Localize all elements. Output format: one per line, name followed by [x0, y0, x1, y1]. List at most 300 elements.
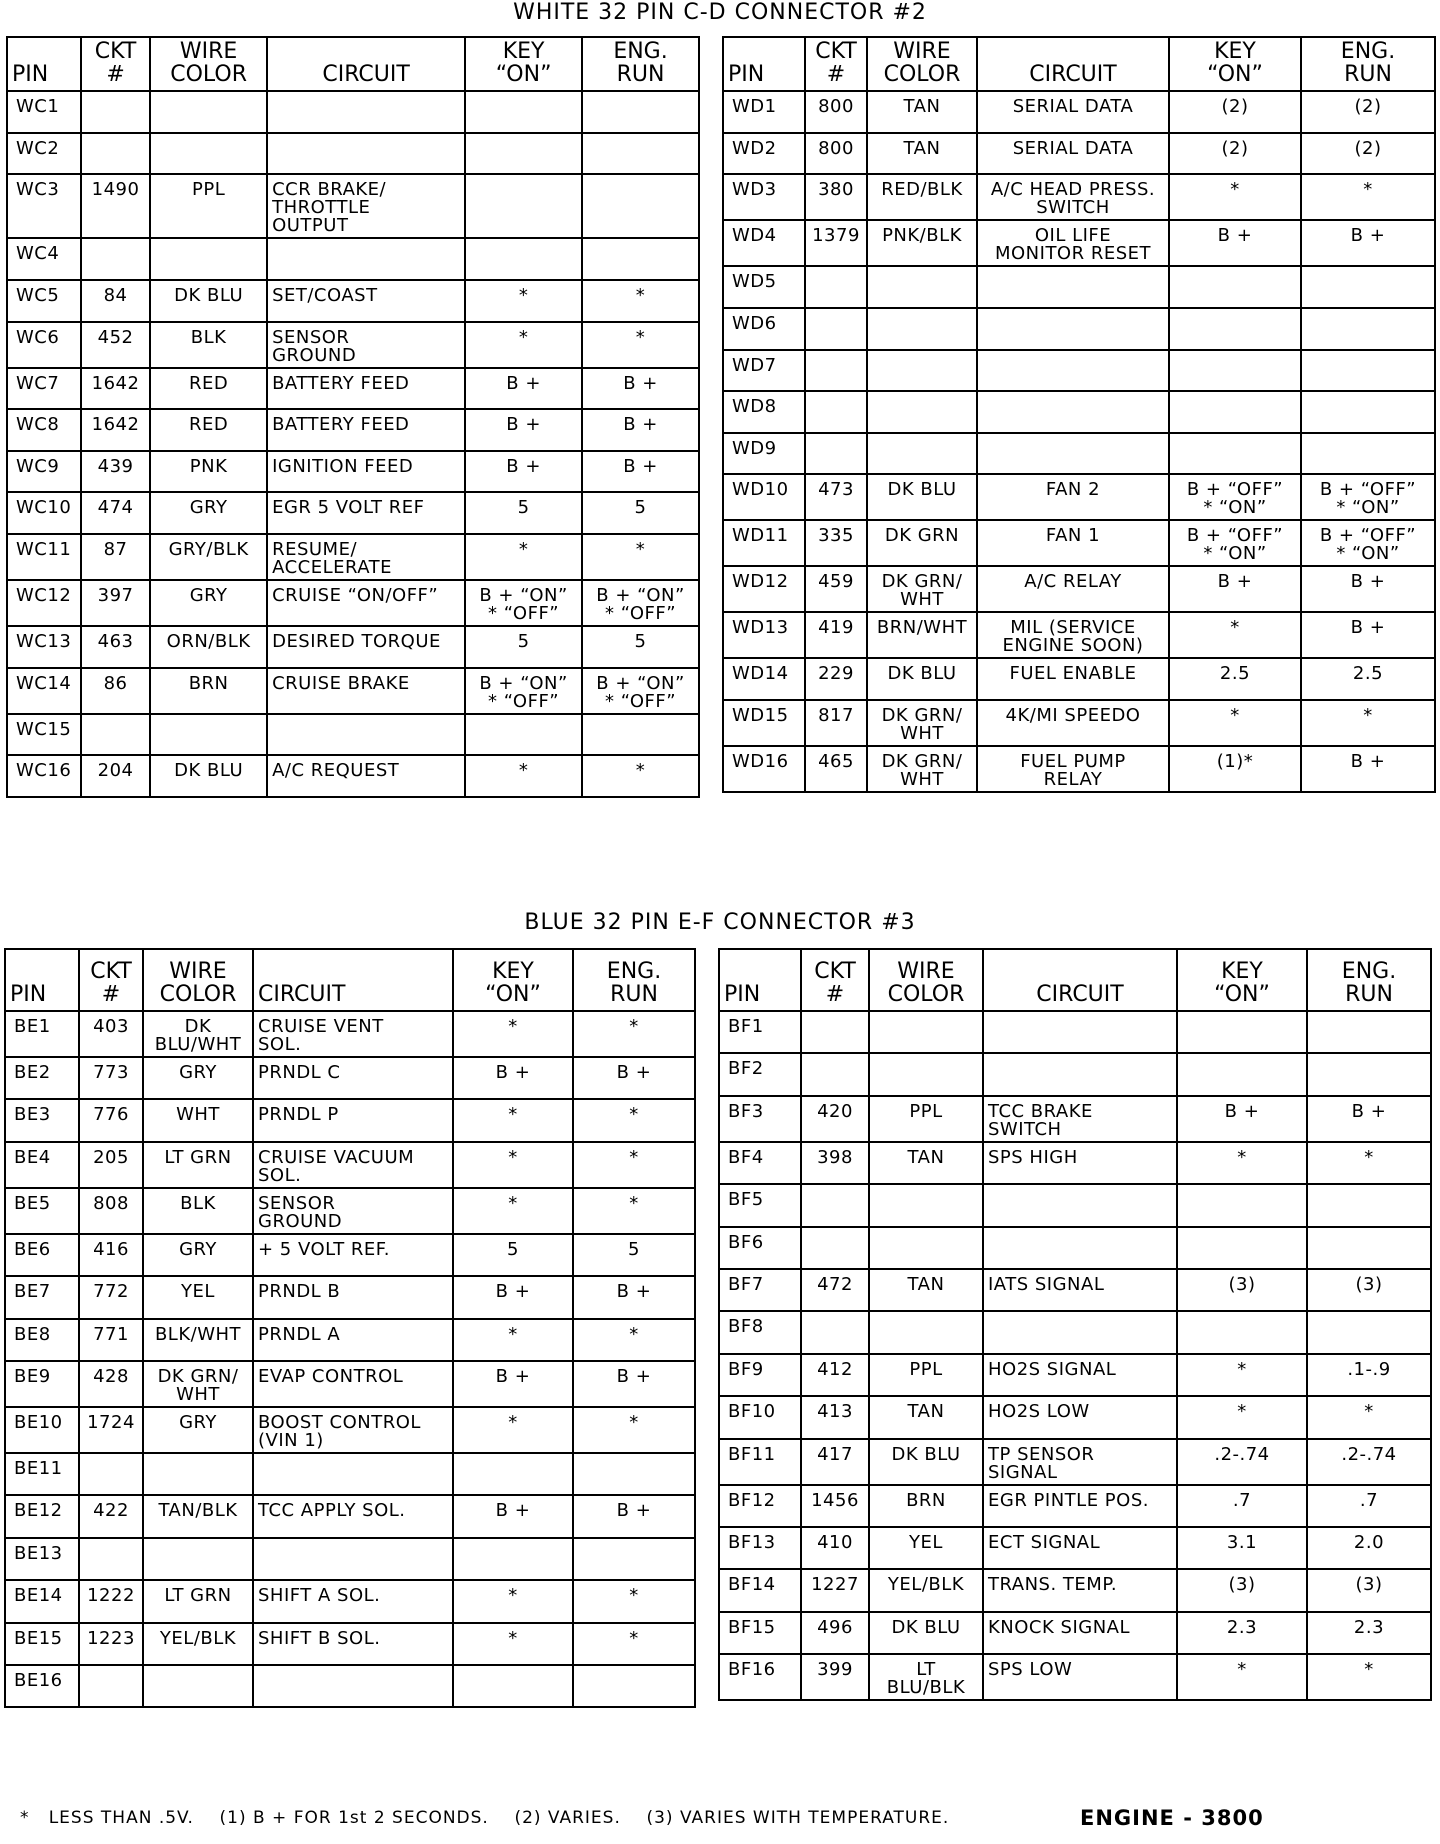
ckt-cell: 808 [79, 1188, 143, 1234]
table-row [719, 1269, 1431, 1311]
eng-run-cell: * [573, 1623, 695, 1665]
table-row [7, 133, 699, 175]
ckt-cell: 776 [79, 1099, 143, 1141]
circuit-cell: SHIFT B SOL. [253, 1623, 453, 1665]
circuit-cell: DESIRED TORQUE [267, 626, 465, 668]
circuit-cell: TP SENSOR SIGNAL [983, 1439, 1177, 1485]
eng-run-cell [1307, 1011, 1431, 1053]
pin-cell: BE9 [5, 1361, 79, 1407]
table-row [7, 322, 699, 368]
pin-cell: BF14 [719, 1569, 801, 1611]
key-on-cell: B + “OFF” * “ON” [1169, 520, 1301, 566]
circuit-cell [267, 714, 465, 756]
pin-cell: BF7 [719, 1269, 801, 1311]
table-row [723, 520, 1435, 566]
key-on-cell: * [465, 755, 582, 797]
key-on-cell: * [465, 280, 582, 322]
table-row [7, 580, 699, 626]
wire-color-cell: TAN/BLK [143, 1495, 253, 1537]
circuit-cell: ECT SIGNAL [983, 1527, 1177, 1569]
header-row [7, 37, 699, 91]
ckt-cell [801, 1011, 869, 1053]
eng-run-cell [582, 91, 699, 133]
pin-cell: BF12 [719, 1485, 801, 1527]
table-row [7, 755, 699, 797]
circuit-cell: FUEL PUMP RELAY [977, 746, 1169, 792]
wire-color-cell [867, 308, 977, 350]
ckt-cell: 1642 [81, 409, 150, 451]
pin-cell: WC3 [7, 174, 81, 238]
circuit-cell [983, 1184, 1177, 1226]
key-on-cell [1177, 1184, 1307, 1226]
connector-3-title: BLUE 32 PIN E-F CONNECTOR #3 [524, 910, 916, 935]
table-row [719, 1569, 1431, 1611]
table-row [719, 1527, 1431, 1569]
ckt-cell: 473 [805, 474, 867, 520]
circuit-cell: EGR 5 VOLT REF [267, 492, 465, 534]
eng-run-cell: B + [582, 409, 699, 451]
eng-run-cell [582, 238, 699, 280]
eng-run-cell [1301, 308, 1435, 350]
pin-cell: BE14 [5, 1580, 79, 1622]
key-on-cell [465, 238, 582, 280]
wire-color-cell: YEL [143, 1276, 253, 1318]
ckt-header: CKT # [79, 949, 143, 1011]
key-on-cell [1177, 1227, 1307, 1269]
pin-cell: BE3 [5, 1099, 79, 1141]
wc-table [6, 36, 700, 798]
eng-run-cell [1301, 266, 1435, 308]
pin-cell: WD14 [723, 658, 805, 700]
circuit-cell: CCR BRAKE/ THROTTLE OUTPUT [267, 174, 465, 238]
key-on-cell: .2-.74 [1177, 1439, 1307, 1485]
eng-run-cell: (3) [1307, 1269, 1431, 1311]
circuit-cell: EVAP CONTROL [253, 1361, 453, 1407]
ckt-cell: 403 [79, 1011, 143, 1057]
ckt-cell: 773 [79, 1057, 143, 1099]
wire-color-cell: DK GRN [867, 520, 977, 566]
circuit-cell: IATS SIGNAL [983, 1269, 1177, 1311]
pin-cell: WC14 [7, 668, 81, 714]
pin-cell: BF8 [719, 1311, 801, 1353]
header-row [5, 949, 695, 1011]
table-row [7, 714, 699, 756]
pin-cell: BE10 [5, 1407, 79, 1453]
key-on-cell [453, 1538, 573, 1580]
circuit-cell: 4K/MI SPEEDO [977, 700, 1169, 746]
wire-color-cell: DK BLU [869, 1439, 983, 1485]
key-on-cell [1169, 350, 1301, 392]
key-on-cell: * [1169, 612, 1301, 658]
eng-run-cell [1307, 1053, 1431, 1095]
circuit-cell [977, 308, 1169, 350]
wire-color-cell: PPL [869, 1354, 983, 1396]
table-row [723, 133, 1435, 175]
key-on-header: KEY “ON” [465, 37, 582, 91]
circuit-cell [267, 91, 465, 133]
wire-color-cell: RED [150, 409, 267, 451]
circuit-cell [253, 1538, 453, 1580]
eng-run-cell [573, 1538, 695, 1580]
eng-run-cell: B + [573, 1057, 695, 1099]
wire-color-cell: PPL [150, 174, 267, 238]
eng-run-cell: B + [1301, 220, 1435, 266]
table-row [723, 308, 1435, 350]
key-on-cell: 3.1 [1177, 1527, 1307, 1569]
circuit-cell: CRUISE VENT SOL. [253, 1011, 453, 1057]
eng-run-cell: * [582, 322, 699, 368]
circuit-cell: CRUISE BRAKE [267, 668, 465, 714]
eng-run-cell [1301, 350, 1435, 392]
eng-run-cell: * [1301, 700, 1435, 746]
eng-run-cell: B + [1307, 1096, 1431, 1142]
key-on-cell: B + [1169, 220, 1301, 266]
pin-cell: WD2 [723, 133, 805, 175]
ckt-cell: 413 [801, 1396, 869, 1438]
ckt-cell: 1223 [79, 1623, 143, 1665]
circuit-cell: SENSOR GROUND [253, 1188, 453, 1234]
eng-run-cell: B + [582, 368, 699, 410]
pin-cell: WC16 [7, 755, 81, 797]
eng-run-cell: B + [582, 451, 699, 493]
wire-color-cell [869, 1311, 983, 1353]
ckt-cell: 465 [805, 746, 867, 792]
wire-color-cell: GRY [143, 1234, 253, 1276]
ckt-header: CKT # [805, 37, 867, 91]
key-on-cell: 5 [465, 492, 582, 534]
pin-cell: BE2 [5, 1057, 79, 1099]
eng-run-cell: 5 [582, 626, 699, 668]
table-row [723, 91, 1435, 133]
ckt-cell: 399 [801, 1654, 869, 1700]
eng-run-cell: (2) [1301, 91, 1435, 133]
key-on-cell: (2) [1169, 133, 1301, 175]
key-on-cell: B + [465, 409, 582, 451]
key-on-cell: * [453, 1407, 573, 1453]
ckt-cell: 463 [81, 626, 150, 668]
ckt-cell [805, 391, 867, 433]
circuit-cell [983, 1011, 1177, 1053]
eng-run-cell: * [582, 755, 699, 797]
table-row [5, 1188, 695, 1234]
wire-color-cell [869, 1011, 983, 1053]
eng-run-cell: B + [1301, 746, 1435, 792]
ckt-cell: 1490 [81, 174, 150, 238]
wire-color-cell: DK BLU [869, 1612, 983, 1654]
ckt-cell [805, 433, 867, 475]
circuit-cell: SPS HIGH [983, 1142, 1177, 1184]
table-row [5, 1453, 695, 1495]
eng-run-cell: 5 [582, 492, 699, 534]
ckt-cell: 459 [805, 566, 867, 612]
wire-color-cell: YEL [869, 1527, 983, 1569]
wire-color-cell: LT GRN [143, 1142, 253, 1188]
eng-run-header: ENG. RUN [1307, 949, 1431, 1011]
wire-color-cell: YEL/BLK [869, 1569, 983, 1611]
table-row [723, 612, 1435, 658]
pin-cell: BE6 [5, 1234, 79, 1276]
circuit-cell [983, 1053, 1177, 1095]
key-on-cell: .7 [1177, 1485, 1307, 1527]
ckt-cell: 86 [81, 668, 150, 714]
table-row [719, 1612, 1431, 1654]
circuit-cell: A/C RELAY [977, 566, 1169, 612]
table-row [719, 1227, 1431, 1269]
table-row [5, 1142, 695, 1188]
key-on-cell: * [465, 534, 582, 580]
circuit-cell [983, 1227, 1177, 1269]
key-on-cell: * [1177, 1654, 1307, 1700]
ckt-cell [801, 1311, 869, 1353]
key-on-cell: * [1169, 174, 1301, 220]
wire-color-cell: YEL/BLK [143, 1623, 253, 1665]
eng-run-cell: B + “OFF” * “ON” [1301, 520, 1435, 566]
eng-run-cell [1301, 391, 1435, 433]
eng-run-cell: * [573, 1319, 695, 1361]
pin-cell: WD15 [723, 700, 805, 746]
table-row [5, 1319, 695, 1361]
footnote-legend: * LESS THAN .5V. (1) B + FOR 1st 2 SECONDS. (2) VARIES. (3) VARIES WITH TEMPERATURE. [20, 1808, 950, 1828]
eng-run-cell: * [573, 1188, 695, 1234]
table-row [5, 1580, 695, 1622]
key-on-cell: (3) [1177, 1269, 1307, 1311]
pin-header: PIN [723, 37, 805, 91]
key-on-cell: * [1177, 1354, 1307, 1396]
wire-color-cell: DK BLU [867, 474, 977, 520]
pin-cell: BF15 [719, 1612, 801, 1654]
ckt-cell: 398 [801, 1142, 869, 1184]
eng-run-cell: * [573, 1099, 695, 1141]
pin-cell: BF10 [719, 1396, 801, 1438]
key-on-cell [465, 133, 582, 175]
key-on-cell [1177, 1011, 1307, 1053]
ckt-cell: 380 [805, 174, 867, 220]
pin-cell: BF5 [719, 1184, 801, 1226]
pin-header: PIN [5, 949, 79, 1011]
wire-color-cell: RED/BLK [867, 174, 977, 220]
circuit-header: CIRCUIT [267, 37, 465, 91]
eng-run-cell: .2-.74 [1307, 1439, 1431, 1485]
ckt-cell [805, 350, 867, 392]
wire-color-cell [867, 266, 977, 308]
eng-run-cell [1307, 1184, 1431, 1226]
pin-cell: BF4 [719, 1142, 801, 1184]
eng-run-cell: B + [1301, 612, 1435, 658]
eng-run-cell: 2.3 [1307, 1612, 1431, 1654]
circuit-cell: A/C HEAD PRESS. SWITCH [977, 174, 1169, 220]
ckt-cell [79, 1538, 143, 1580]
pin-cell: WD3 [723, 174, 805, 220]
key-on-cell: B + [453, 1057, 573, 1099]
table-row [7, 409, 699, 451]
eng-run-cell: B + [573, 1361, 695, 1407]
ckt-cell [81, 91, 150, 133]
circuit-cell: SHIFT A SOL. [253, 1580, 453, 1622]
wire-color-cell: DK BLU [150, 280, 267, 322]
ckt-cell: 420 [801, 1096, 869, 1142]
circuit-cell: BATTERY FEED [267, 409, 465, 451]
key-on-cell: B + [1169, 566, 1301, 612]
ckt-cell: 1222 [79, 1580, 143, 1622]
table-row [719, 1311, 1431, 1353]
ckt-cell: 419 [805, 612, 867, 658]
table-row [7, 626, 699, 668]
table-row [7, 91, 699, 133]
key-on-cell [465, 714, 582, 756]
wire-color-cell: DK GRN/ WHT [143, 1361, 253, 1407]
ckt-cell: 229 [805, 658, 867, 700]
wire-color-cell [867, 391, 977, 433]
key-on-cell: B + [465, 368, 582, 410]
pin-cell: WC1 [7, 91, 81, 133]
eng-run-cell [1307, 1227, 1431, 1269]
table-row [5, 1407, 695, 1453]
pin-cell: WC4 [7, 238, 81, 280]
pin-cell: BE4 [5, 1142, 79, 1188]
eng-run-header: ENG. RUN [1301, 37, 1435, 91]
pin-cell: WC9 [7, 451, 81, 493]
circuit-cell: PRNDL P [253, 1099, 453, 1141]
key-on-cell: * [453, 1011, 573, 1057]
circuit-cell: HO2S SIGNAL [983, 1354, 1177, 1396]
eng-run-cell: 2.5 [1301, 658, 1435, 700]
wire-color-cell: TAN [869, 1142, 983, 1184]
circuit-cell: EGR PINTLE POS. [983, 1485, 1177, 1527]
pin-cell: WC2 [7, 133, 81, 175]
table-row [7, 492, 699, 534]
wire-color-cell [143, 1538, 253, 1580]
eng-run-cell: * [582, 534, 699, 580]
eng-run-cell: B + “ON” * “OFF” [582, 668, 699, 714]
key-on-cell: (3) [1177, 1569, 1307, 1611]
key-on-cell: (1)* [1169, 746, 1301, 792]
key-on-cell [1169, 433, 1301, 475]
wire-color-cell: LT BLU/BLK [869, 1654, 983, 1700]
ckt-header: CKT # [81, 37, 150, 91]
ckt-cell: 800 [805, 133, 867, 175]
ckt-cell: 1456 [801, 1485, 869, 1527]
ckt-cell [801, 1184, 869, 1226]
wire-color-cell: TAN [867, 133, 977, 175]
table-row [719, 1354, 1431, 1396]
eng-run-cell: .7 [1307, 1485, 1431, 1527]
pin-cell: BE11 [5, 1453, 79, 1495]
key-on-cell: B + [453, 1361, 573, 1407]
ckt-cell: 416 [79, 1234, 143, 1276]
circuit-cell [977, 391, 1169, 433]
table-row [7, 451, 699, 493]
key-on-cell: * [1169, 700, 1301, 746]
pin-cell: WC12 [7, 580, 81, 626]
connector-2-title: WHITE 32 PIN C-D CONNECTOR #2 [513, 0, 927, 25]
wire-color-header: WIRE COLOR [150, 37, 267, 91]
eng-run-cell: B + [573, 1495, 695, 1537]
circuit-header: CIRCUIT [977, 37, 1169, 91]
wire-color-header: WIRE COLOR [143, 949, 253, 1011]
wire-color-cell: BLK/WHT [143, 1319, 253, 1361]
wire-color-cell: PPL [869, 1096, 983, 1142]
eng-run-cell: * [1307, 1396, 1431, 1438]
key-on-cell: B + [465, 451, 582, 493]
table-row [723, 174, 1435, 220]
key-on-cell [453, 1665, 573, 1707]
circuit-cell: SET/COAST [267, 280, 465, 322]
circuit-cell: OIL LIFE MONITOR RESET [977, 220, 1169, 266]
footer-notes [20, 1808, 1420, 1828]
pin-cell: BF6 [719, 1227, 801, 1269]
wire-color-cell: BRN/WHT [867, 612, 977, 658]
eng-run-cell [582, 133, 699, 175]
key-on-header: KEY “ON” [1169, 37, 1301, 91]
eng-run-cell [1301, 433, 1435, 475]
pin-cell: WC6 [7, 322, 81, 368]
eng-run-cell: * [582, 280, 699, 322]
key-on-cell: 5 [453, 1234, 573, 1276]
bf-table [718, 948, 1432, 1701]
key-on-cell: B + “ON” * “OFF” [465, 580, 582, 626]
key-on-cell: 2.3 [1177, 1612, 1307, 1654]
circuit-cell: HO2S LOW [983, 1396, 1177, 1438]
table-row [723, 474, 1435, 520]
header-row [723, 37, 1435, 91]
pin-cell: WD7 [723, 350, 805, 392]
key-on-cell [1169, 391, 1301, 433]
circuit-cell: TCC APPLY SOL. [253, 1495, 453, 1537]
ckt-cell: 772 [79, 1276, 143, 1318]
table-row [719, 1485, 1431, 1527]
eng-run-cell [582, 714, 699, 756]
wire-color-cell [869, 1053, 983, 1095]
ckt-cell [801, 1053, 869, 1095]
ckt-cell: 84 [81, 280, 150, 322]
table-row [5, 1361, 695, 1407]
pin-cell: WD13 [723, 612, 805, 658]
eng-run-cell: 5 [573, 1234, 695, 1276]
ckt-cell: 410 [801, 1527, 869, 1569]
wire-color-cell [143, 1453, 253, 1495]
ckt-cell: 1227 [801, 1569, 869, 1611]
ckt-cell: 397 [81, 580, 150, 626]
eng-run-header: ENG. RUN [573, 949, 695, 1011]
table-row [723, 433, 1435, 475]
table-row [7, 238, 699, 280]
pin-cell: BF9 [719, 1354, 801, 1396]
circuit-cell: PRNDL C [253, 1057, 453, 1099]
wire-color-cell [867, 433, 977, 475]
eng-run-cell: * [573, 1407, 695, 1453]
table-row [723, 391, 1435, 433]
circuit-cell: BOOST CONTROL (VIN 1) [253, 1407, 453, 1453]
table-row [5, 1276, 695, 1318]
pin-cell: BE13 [5, 1538, 79, 1580]
table-row [719, 1439, 1431, 1485]
key-on-cell: * [453, 1580, 573, 1622]
pin-cell: WC13 [7, 626, 81, 668]
ckt-cell: 335 [805, 520, 867, 566]
table-row [719, 1096, 1431, 1142]
pin-cell: WD8 [723, 391, 805, 433]
wire-color-cell: LT GRN [143, 1580, 253, 1622]
pin-cell: BE12 [5, 1495, 79, 1537]
table-row [5, 1057, 695, 1099]
table-row [719, 1053, 1431, 1095]
circuit-cell [977, 350, 1169, 392]
pin-cell: BE1 [5, 1011, 79, 1057]
wire-color-cell [867, 350, 977, 392]
wire-color-header: WIRE COLOR [867, 37, 977, 91]
pin-cell: WC7 [7, 368, 81, 410]
wire-color-cell [869, 1227, 983, 1269]
